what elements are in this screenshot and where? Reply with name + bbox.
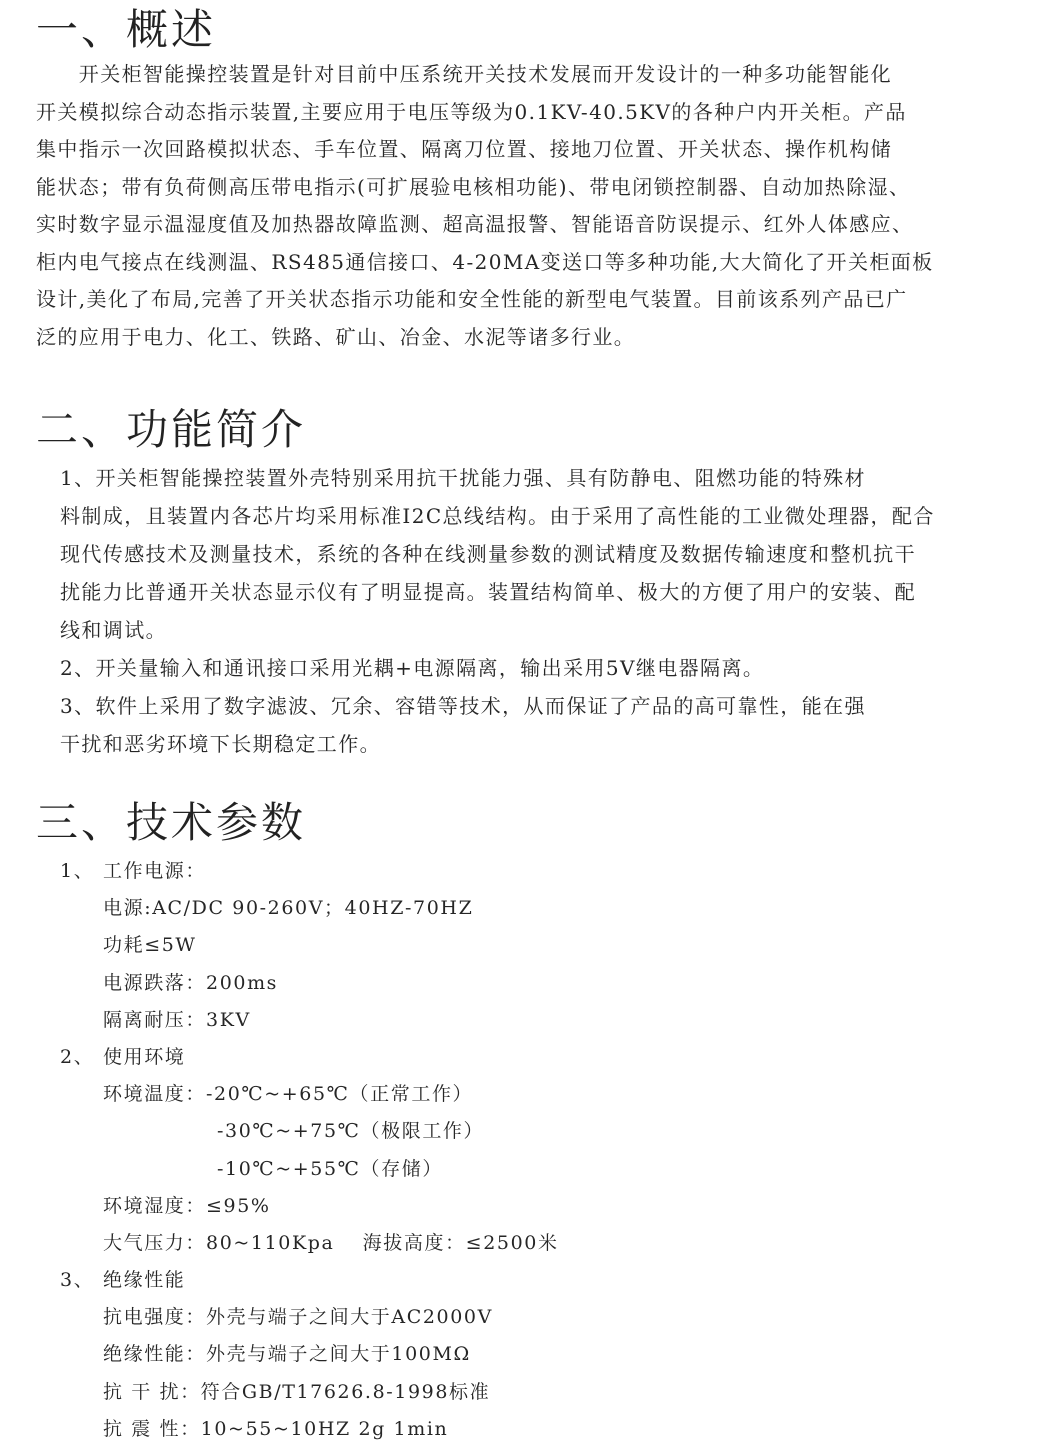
text-line: 实时数字显示温湿度值及加热器故障监测、超高温报警、智能语音防误提示、红外人体感应、 — [36, 212, 914, 236]
text-line: 柜内电气接点在线测温、RS485通信接口、4-20MA变送口等多种功能,大大简化了开关柜面板 — [36, 249, 934, 274]
spec-item: 隔离耐压：3KV — [103, 1008, 251, 1031]
text-line: 设计,美化了布局,完善了开关状态指示功能和安全性能的新型电气装置。目前该系列产品已广 — [36, 287, 908, 311]
spec-item: 大气压力：80~110Kpa 海拔高度：≤2500米 — [103, 1231, 559, 1254]
section-number: 一、 — [36, 5, 127, 54]
section-heading-features — [36, 404, 306, 456]
text-line: 泛的应用于电力、化工、铁路、矿山、冶金、水泥等诸多行业。 — [36, 324, 636, 349]
text-line: 现代传感技术及测量技术，系统的各种在线测量参数的测试精度及数据传输速度和整机抗干 — [60, 542, 916, 566]
text-line: 1、开关柜智能操控装置外壳特别采用抗干扰能力强、具有防静电、阻燃功能的特殊材 — [60, 466, 866, 490]
text-line: 2、开关量输入和通讯接口采用光耦+电源隔离，输出采用5V继电器隔离。 — [60, 656, 765, 680]
group-title: 使用环境 — [103, 1045, 186, 1068]
temperature-label: 环境温度： — [103, 1083, 207, 1106]
spec-item: 抗 震 性：10~55~10HZ 2g 1min — [103, 1417, 449, 1440]
section-heading-overview — [36, 4, 216, 56]
text-line: 开关柜智能操控装置是针对目前中压系统开关技术发展而开发设计的一种多功能智能化 — [36, 62, 892, 86]
section-heading-specs — [36, 797, 306, 849]
section-title: 功能简介 — [126, 405, 307, 454]
section-number: 三、 — [36, 798, 127, 847]
text-line: 开关模拟综合动态指示装置,主要应用于电压等级为0.1KV-40.5KV的各种户内开关柜。产品 — [36, 99, 907, 124]
text-line: 3、软件上采用了数字滤波、冗余、容错等技术，从而保证了产品的高可靠性，能在强 — [60, 694, 866, 718]
spec-item: 电源跌落：200ms — [103, 971, 279, 994]
spec-group-heading — [60, 1039, 559, 1076]
temperature-value: -10℃~+55℃（存储） — [217, 1157, 443, 1180]
spec-item: 绝缘性能：外壳与端子之间大于100MΩ — [103, 1343, 471, 1366]
section-title: 概述 — [126, 5, 217, 54]
group-number: 3、 — [60, 1269, 95, 1292]
spec-item-temperature — [60, 1076, 559, 1113]
spec-group-heading — [60, 853, 559, 890]
text-line: 料制成，且装置内各芯片均采用标准I2C总线结构。由于采用了高性能的工业微处理器，配合 — [60, 504, 935, 528]
spec-group-heading — [60, 1262, 559, 1299]
temperature-value: -30℃~+75℃（极限工作） — [217, 1120, 485, 1143]
section-number: 二、 — [36, 405, 127, 454]
text-line: 干扰和恶劣环境下长期稳定工作。 — [60, 732, 381, 756]
text-line: 线和调试。 — [60, 618, 167, 642]
group-title: 工作电源： — [103, 860, 207, 882]
spec-item: 环境湿度：≤95% — [103, 1194, 271, 1217]
group-title: 绝缘性能 — [103, 1269, 186, 1292]
spec-item: 电源:AC/DC 90-260V；40HZ-70HZ — [103, 897, 474, 920]
group-number: 2、 — [60, 1045, 95, 1068]
features-paragraph — [60, 459, 935, 763]
spec-item: 抗电强度：外壳与端子之间大于AC2000V — [103, 1306, 493, 1329]
text-line: 能状态；带有负荷侧高压带电指示(可扩展验电核相功能)、带电闭锁控制器、自动加热除湿、 — [36, 174, 911, 199]
spec-item: 功耗≤5W — [103, 934, 197, 957]
spec-item: 抗 干 扰：符合GB/T17626.8-1998标准 — [103, 1380, 491, 1403]
temperature-value: -20℃~+65℃（正常工作） — [206, 1083, 474, 1106]
overview-paragraph — [36, 56, 934, 356]
section-title: 技术参数 — [126, 798, 307, 847]
spec-list — [60, 853, 559, 1448]
text-line: 集中指示一次回路模拟状态、手车位置、隔离刀位置、接地刀位置、开关状态、操作机构储 — [36, 137, 892, 161]
text-line: 扰能力比普通开关状态显示仪有了明显提高。装置结构简单、极大的方便了用户的安装、配 — [60, 580, 916, 604]
group-number: 1、 — [60, 860, 95, 882]
